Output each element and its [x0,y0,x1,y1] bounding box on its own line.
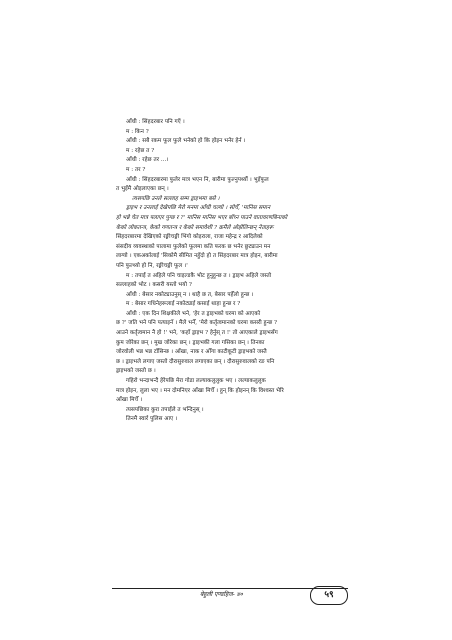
text-line: सल्लाहको भोट । कसरी यस्तो भयो ? [116,282,192,289]
text-line: म : बेसार गधिनेहरूलाई नकोट्याई कसाई थाहा हुन्छ र ? [126,301,241,308]
text-line: आँधी : सबै रकम फूल फुले भनेको हो कि होइन भनेर हेर्न । [126,138,246,145]
text-line: गहिरो भन्दाभन्दै हेरेपछि मेरा गोडा लल्याकलुलुक भए । लल्याकलुलुक [126,378,266,385]
text-line: आँखा मिचेँ । [116,397,143,404]
text-line: म : तपाईं त अहिले पनि चाइल्डकै भोट हुनुहुन्छ त । ड्राइभ अहिले जस्तो [126,272,272,279]
text-line: तिनमै स्वार्र पुलिस आए । [126,416,178,423]
text-line: आउने कर्तृत्वमान नै हो !' भने, 'कहाँ ड्राइभ ? हेर्नुस् त !' तो आएकाले ड्राइभसँग [116,330,278,337]
text-line: केको लोकतन्त्र, केको गणतन्त्र र केको समावेशी ? क्रमैले ओझेलिन्छन् नेताहरू [116,224,274,231]
text-line: आँधी : बेसार नकोट्याउनुस् न । थाहै छ त, बेसार पहेँलो हुन्छ । [126,291,254,298]
text-line: जोरवोली भन्न भन्न टाँसिन्छ । आँखा, नाक र ओँगा काटीकूटी ड्राइभको जस्तै [116,349,267,356]
text-line: संसदीय व्यवस्थाको पालामा फुलेको फूलमा कति फरक छ भनेर छुट्याउन मन [116,243,271,250]
text-line: लाग्यो । एकअर्कालाई 'सिकोमै सीमित नहुँदो हो त सिंहदरबार मात्र होइन, बारीमा [116,253,278,260]
text-line: आँधी : सिंहदरबारमा फुलेर मात्र भएन नि, बारीमा फुल्नुपर्थ्यो । भुइँफूल [126,176,269,183]
body-text [116,118,348,425]
text-line: म : किन ? [126,128,149,135]
text-line: ड्राइभ र उनलाई देखेपछि मेरो मनमा आँधी चल्यो । सोचेँ, 'मानिस समान [126,205,271,212]
footer-publication: बेहुली एण्डहिज- ४० [200,591,243,598]
page-number-badge: ५९ [310,586,348,605]
text-line: ड्राइभको जस्तो छ । [116,368,156,375]
text-line: आँधी : रहेछ तर ...। [126,157,169,164]
text-line: छ । ड्राइभले लगाए जस्तो दौरासुरुवाल लगाएका छन् । दौरासुरुवालको रङ पनि [116,358,275,365]
text-line: म : तर ? [126,166,146,173]
text-line: मात्र होइन, लुला भए । मन दोमनिएर आँखा मिचेँ । हुन् कि होइनन् कि विश्वस्त भेरि [116,387,284,394]
text-line: त्यसपछि उनले सल्लाह सम्म ड्राइभमा बसे । [132,195,220,202]
text-line: हो भन्ने चेत मात्र पलाएर पुग्छ र ?' मानिस मानिस भएर बाँच्न पाउने वातावरणबिनाको [116,214,288,221]
text-line: त्यसपछिका कुरा तपाईंले त भन्दिनुस् । [126,406,204,413]
text-line: सिंहदरबारमा देखिएको रङ्गीचङ्गी भिंगो कोइराला, राजा महेन्द्र र आदिलेको [116,234,263,241]
text-line: पनि फुल्थ्यो हो नि, रङ्गीचङ्गी फूल ।' [116,262,188,269]
text-line: आँधी : एक दिन शिक्षकीले भने, 'हेर त ड्राइभको घरमा को आएको [126,310,261,317]
text-line: आँधी : सिंहदरबार पनि गएँ । [126,119,185,125]
text-line: त भुइँमै ओइलाएका छन् । [116,186,169,193]
text-line: म : रहेछ त ? [126,147,155,154]
text-line: कुम जोरेका छन् । मुख जोरेका छन् । ड्राइभकी गला गसिका छन् । तिनका [116,339,265,346]
text-line: छ ?' जति भने पनि पत्याइनँ । मैले भनेँ, 'मेरो कर्तृत्वमानको घरमा कसरी हुन्छ ? [116,320,278,327]
